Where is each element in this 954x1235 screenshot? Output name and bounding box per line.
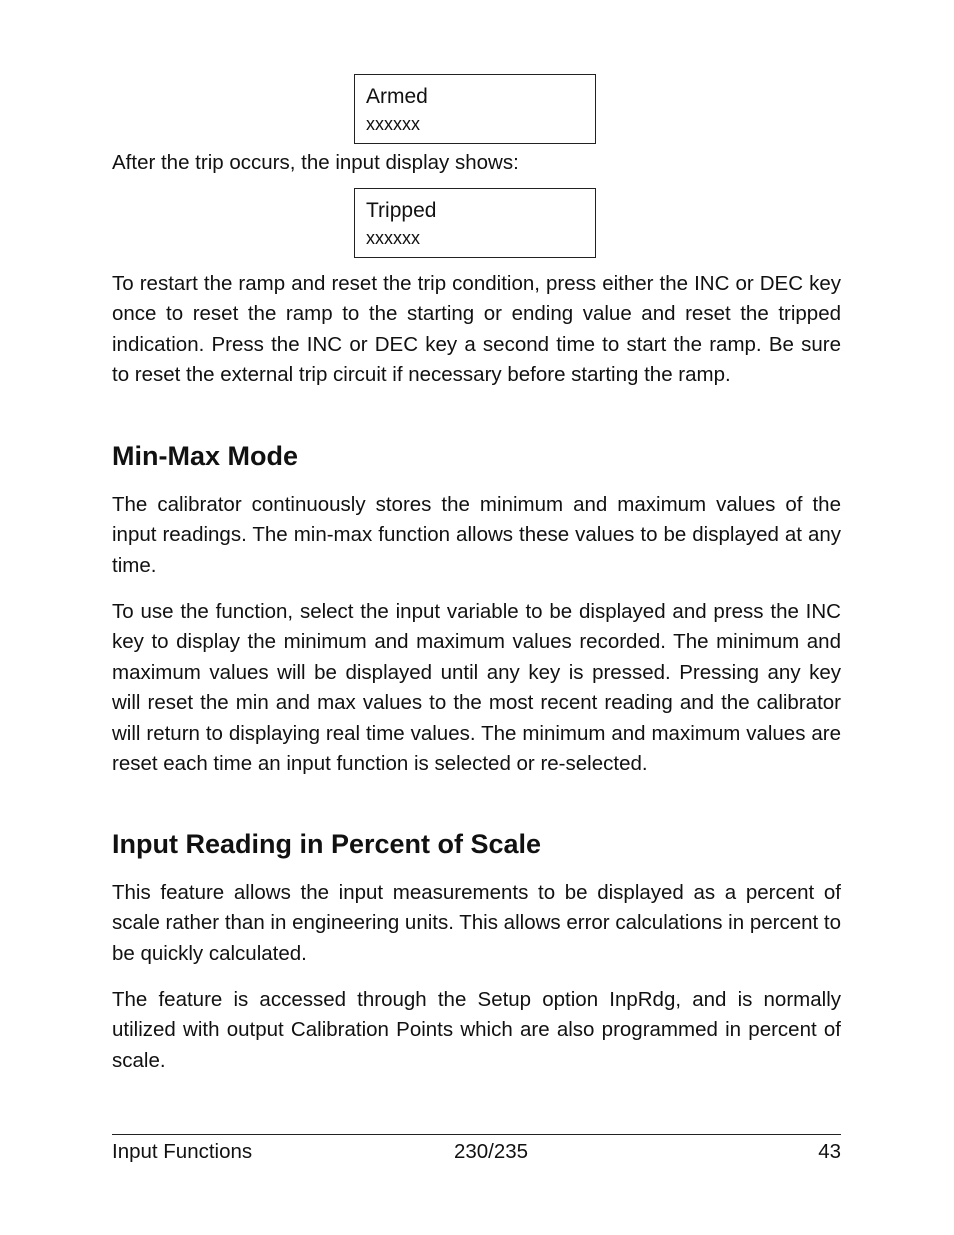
restart-paragraph: To restart the ramp and reset the trip condition, press either the INC or DEC key once to reset the ramp to the starting or ending value and reset the tripped indication. Press the INC or DEC key a second time to start the ramp. Be sure to reset the external trip circuit if necessary before starting the ramp. xyxy=(112,272,841,387)
section-heading-percent-of-scale: Input Reading in Percent of Scale xyxy=(112,829,542,859)
display-status-text: Tripped xyxy=(366,199,437,222)
percent-paragraph-1: This feature allows the input measurements to be displayed as a percent of scale rather than in engineering units. This allows error calculations in percent to be quickly calculated. xyxy=(112,881,841,965)
page-footer xyxy=(112,1137,841,1167)
display-value-text: xxxxxx xyxy=(366,114,420,134)
armed-display-box xyxy=(354,74,596,144)
section-heading-min-max: Min-Max Mode xyxy=(112,441,298,471)
footer-chapter-title: Input Functions xyxy=(112,1140,253,1163)
footer-divider xyxy=(112,1134,841,1135)
after-trip-paragraph: After the trip occurs, the input display shows: xyxy=(112,151,519,174)
min-max-paragraph-1: The calibrator continuously stores the minimum and maximum values of the input readings. The min-max function allows these values to be displayed at any time. xyxy=(112,493,841,577)
tripped-display-box xyxy=(354,188,596,258)
percent-paragraph-2: The feature is accessed through the Setup option InpRdg, and is normally utilized with output Calibration Points which are also programmed in percent of scale. xyxy=(112,988,841,1072)
document-page xyxy=(112,0,841,1235)
display-value-text: xxxxxx xyxy=(366,228,420,248)
footer-page-number: 43 xyxy=(818,1140,841,1163)
footer-model-number: 230/235 xyxy=(453,1140,529,1163)
display-status-text: Armed xyxy=(366,85,428,108)
min-max-paragraph-2: To use the function, select the input variable to be displayed and press the INC key to display the minimum and maximum values recorded. The minimum and maximum values will be displayed until any key is pressed. Pressing any key will reset the min and max values to the most recent reading and the calibrator will return to displaying real time values. The minimum and maximum values are reset each time an input function is selected or re-selected. xyxy=(112,600,841,776)
